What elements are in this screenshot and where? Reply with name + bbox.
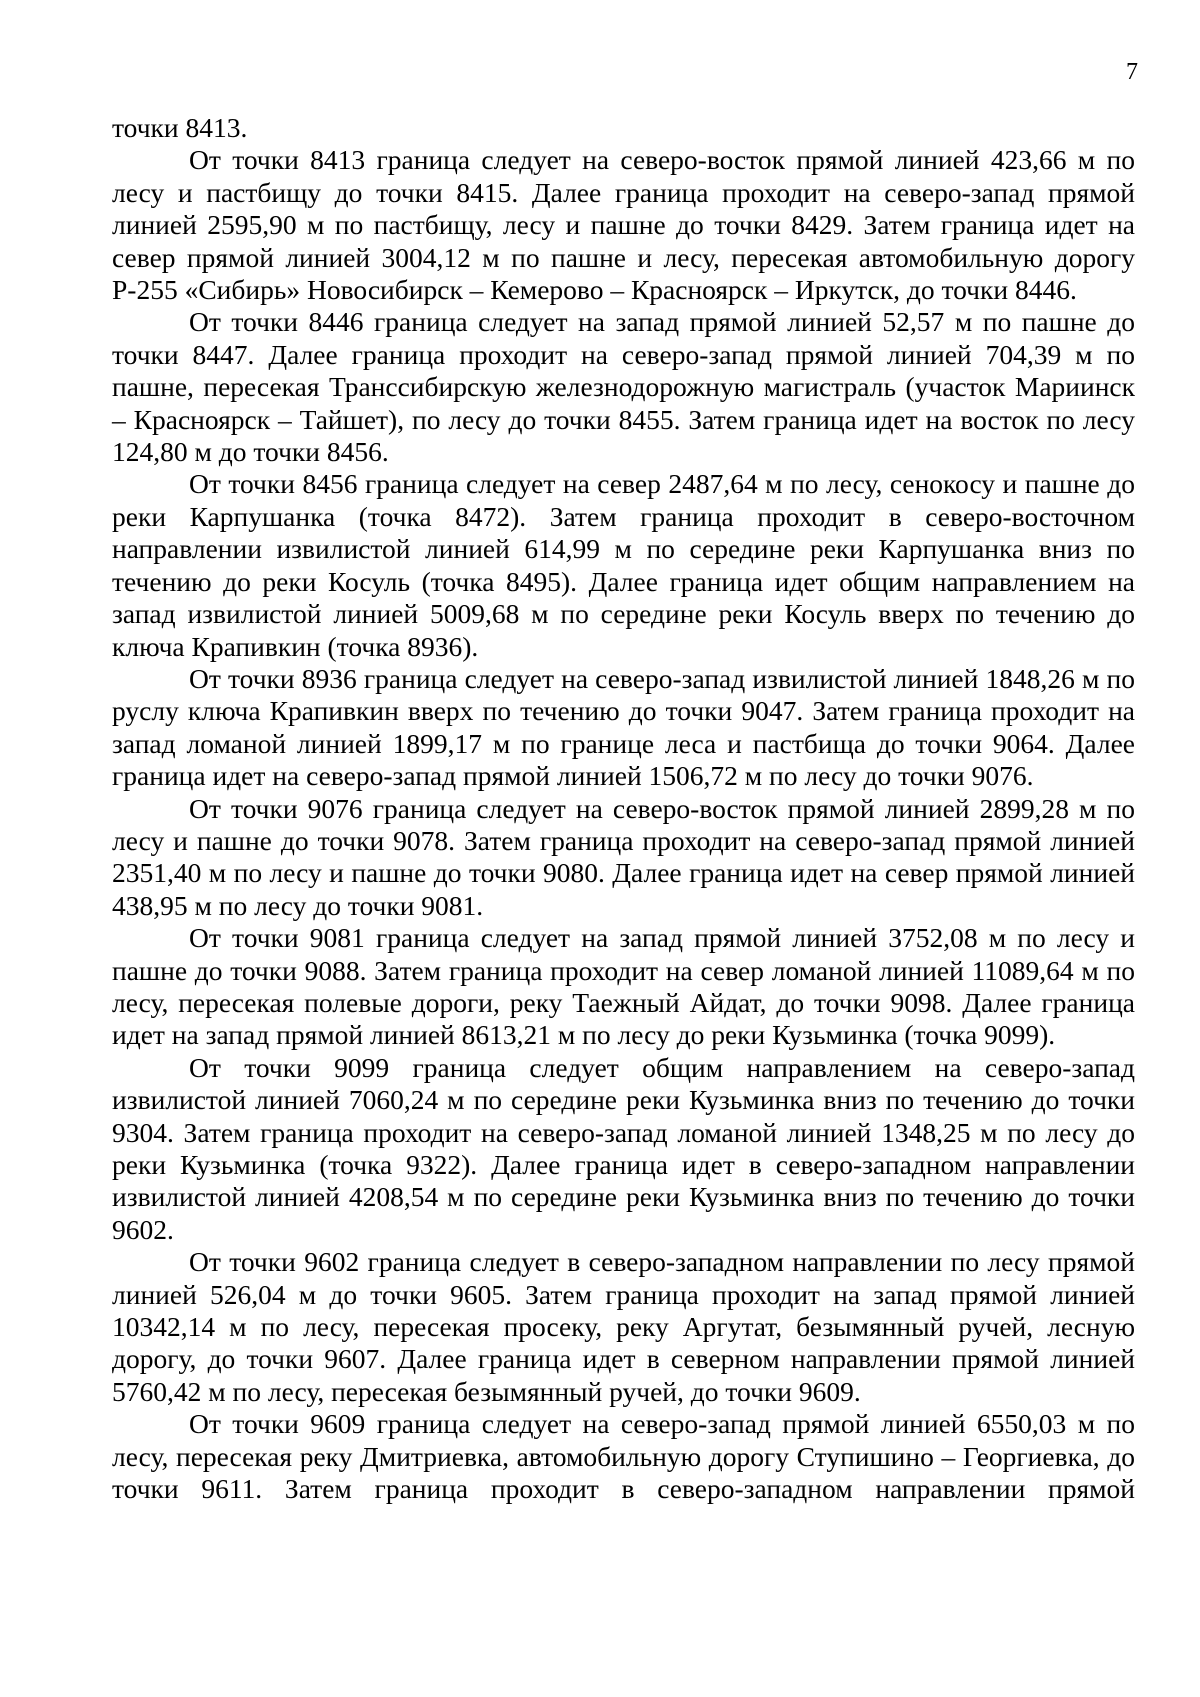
paragraph-10: От точки 9609 граница следует на северо-запад прямой линией 6550,03 м по лесу, пересекая реку Дмитриевка, автомобильную дорогу Ступишино – Георгиевка, до точки 9611. Затем граница проходит в северо-западном направлении прямой <box>112 1408 1135 1505</box>
paragraph-3: От точки 8446 граница следует на запад прямой линией 52,57 м по пашне до точки 8447. Далее граница проходит на северо-запад прямой линией 704,39 м по пашне, пересекая Транссибирскую железнодорожную магистраль (участок Мариинск – Красноярск – Тайшет), по лесу до точки 8455. Затем граница идет на восток по лесу 124,80 м до точки 8456. <box>112 306 1135 468</box>
paragraph-1: точки 8413. <box>112 112 248 143</box>
paragraph-4: От точки 8456 граница следует на север 2487,64 м по лесу, сенокосу и пашне до реки Карпушанка (точка 8472). Затем граница проходит в северо-восточном направлении извилистой линией 614,99 м по середине реки Карпушанка вниз по течению до реки Косуль (точка 8495). Далее граница идет общим направлением на запад извилистой линией 5009,68 м по середине реки Косуль вверх по течению до ключа Крапивкин (точка 8936). <box>112 468 1135 662</box>
paragraph-6: От точки 9076 граница следует на северо-восток прямой линией 2899,28 м по лесу и пашне до точки 9078. Затем граница проходит на северо-запад прямой линией 2351,40 м по лесу и пашне до точки 9080. Далее граница идет на север прямой линией 438,95 м по лесу до точки 9081. <box>112 792 1135 921</box>
paragraph-7: От точки 9081 граница следует на запад прямой линией 3752,08 м по лесу и пашне до точки 9088. Затем граница проходит на север ломаной линией 11089,64 м по лесу, пересекая полевые дороги, реку Таежный Айдат, до точки 9098. Далее граница идет на запад прямой линией 8613,21 м по лесу до реки Кузьминка (точка 9099). <box>112 922 1135 1051</box>
paragraph-9: От точки 9602 граница следует в северо-западном направлении по лесу прямой линией 526,04 м до точки 9605. Затем граница проходит на запад прямой линией 10342,14 м по лесу, пересекая просеку, реку Аргутат, безымянный ручей, лесную дорогу, до точки 9607. Далее граница идет в северном направлении прямой линией 5760,42 м по лесу, пересекая безымянный ручей, до точки 9609. <box>112 1246 1135 1407</box>
document-body <box>112 112 1135 1505</box>
paragraph-5: От точки 8936 граница следует на северо-запад извилистой линией 1848,26 м по руслу ключа Крапивкин вверх по течению до точки 9047. Затем граница проходит на запад ломаной линией 1899,17 м по границе леса и пастбища до точки 9064. Далее граница идет на северо-запад прямой линией 1506,72 м по лесу до точки 9076. <box>112 662 1135 792</box>
paragraph-2: От точки 8413 граница следует на северо-восток прямой линией 423,66 м по лесу и пастбищу до точки 8415. Далее граница проходит на северо-запад прямой линией 2595,90 м по пастбищу, лесу и пашне до точки 8429. Затем граница идет на север прямой линией 3004,12 м по пашне и лесу, пересекая автомобильную дорогу Р-255 «Сибирь» Новосибирск – Кемерово – Красноярск – Иркутск, до точки 8446. <box>112 144 1135 306</box>
paragraph-8: От точки 9099 граница следует общим направлением на северо-запад извилистой линией 7060,24 м по середине реки Кузьминка вниз по течению до точки 9304. Затем граница проходит на северо-запад ломаной линией 1348,25 м по лесу до реки Кузьминка (точка 9322). Далее граница идет в северо-западном направлении извилистой линией 4208,54 м по середине реки Кузьминка вниз по течению до точки 9602. <box>112 1051 1135 1245</box>
page-number: 7 <box>1126 59 1138 85</box>
